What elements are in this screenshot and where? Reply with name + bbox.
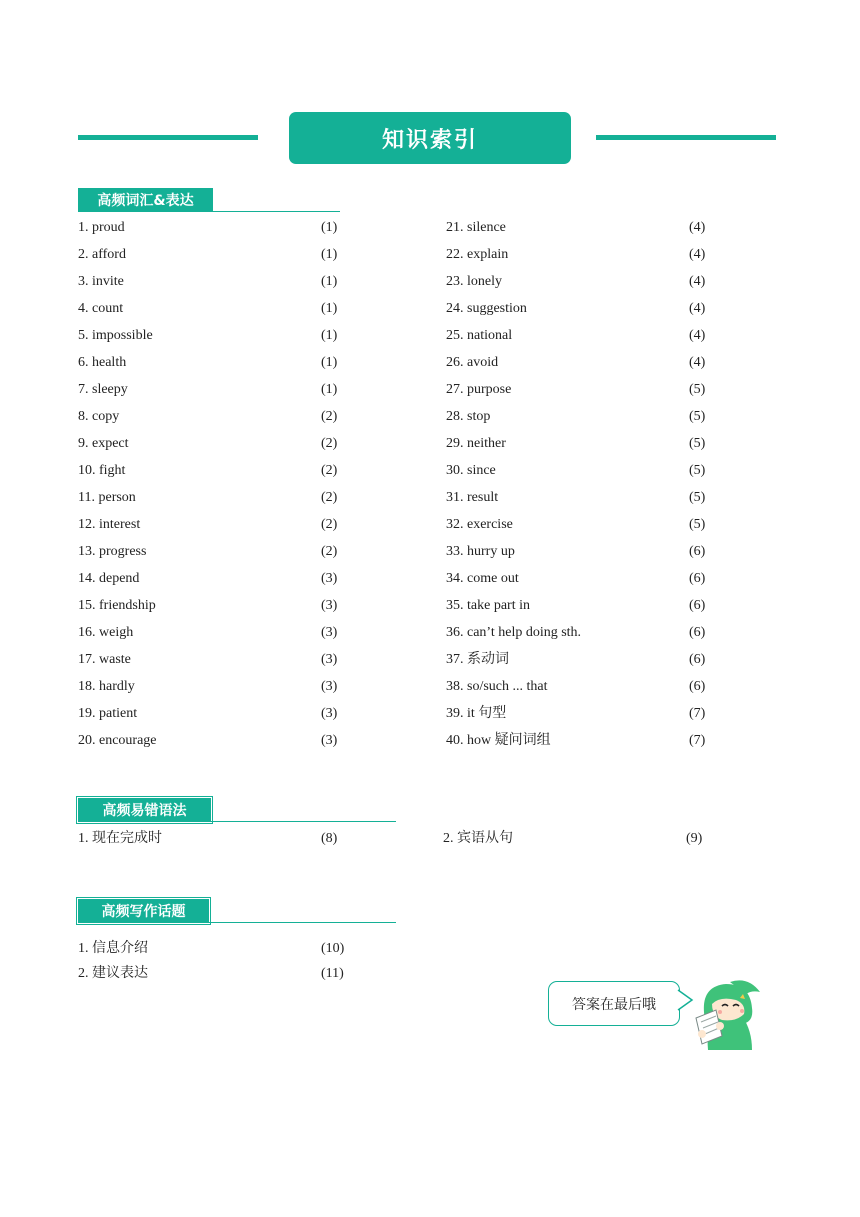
- vocab-heading-label: 高频词汇&表达: [78, 188, 213, 212]
- entry-page-number: (1): [321, 220, 338, 235]
- entry-text: 17. waste: [78, 652, 131, 667]
- entry-page-number: (4): [689, 220, 706, 235]
- index-entry: [446, 650, 719, 670]
- index-entry: [446, 569, 719, 589]
- entry-page-number: (10): [321, 941, 345, 956]
- entry-text: 4. count: [78, 301, 124, 316]
- writing-section-heading: [78, 899, 396, 924]
- index-entry: [446, 245, 719, 265]
- entry-page-number: (4): [689, 247, 706, 262]
- page-title: 知识索引: [289, 112, 571, 164]
- entry-text: 3. invite: [78, 274, 124, 289]
- entry-text: 30. since: [446, 463, 496, 478]
- index-entry: [78, 245, 351, 265]
- index-entry: [78, 731, 351, 751]
- entry-page-number: (2): [321, 409, 338, 424]
- entry-text: 22. explain: [446, 247, 509, 262]
- index-entry: [446, 704, 719, 724]
- entry-page-number: (6): [689, 571, 706, 586]
- entry-text: 14. depend: [78, 571, 140, 586]
- index-entry: [446, 407, 719, 427]
- vocab-section-heading: [78, 188, 340, 213]
- entry-text: 29. neither: [446, 436, 506, 451]
- entry-text: 16. weigh: [78, 625, 134, 640]
- entry-text: 27. purpose: [446, 382, 512, 397]
- index-entry: [78, 461, 351, 481]
- entry-page-number: (3): [321, 571, 338, 586]
- entry-text: 12. interest: [78, 517, 141, 532]
- vocab-heading-rule: [78, 211, 340, 212]
- entry-text: 28. stop: [446, 409, 491, 424]
- title-line-left: [78, 135, 258, 140]
- index-entry: [78, 353, 351, 373]
- entry-page-number: (5): [689, 490, 706, 505]
- entry-page-number: (3): [321, 706, 338, 721]
- index-entry: [446, 353, 719, 373]
- grammar-heading-label: 高频易错语法: [78, 798, 211, 822]
- entry-page-number: (5): [689, 436, 706, 451]
- entry-page-number: (9): [686, 831, 703, 846]
- index-entry: [78, 650, 351, 670]
- entry-page-number: (6): [689, 598, 706, 613]
- index-entry: [78, 939, 351, 959]
- entry-text: 6. health: [78, 355, 127, 370]
- index-entry: [78, 407, 351, 427]
- entry-page-number: (1): [321, 301, 338, 316]
- index-entry: [446, 488, 719, 508]
- entry-text: 26. avoid: [446, 355, 499, 370]
- entry-text: 37. 系动词: [446, 652, 509, 667]
- entry-text: 38. so/such ... that: [446, 679, 548, 694]
- entry-text: 21. silence: [446, 220, 506, 235]
- entry-page-number: (7): [689, 733, 706, 748]
- entry-page-number: (2): [321, 463, 338, 478]
- entry-page-number: (2): [321, 490, 338, 505]
- entry-page-number: (5): [689, 517, 706, 532]
- entry-page-number: (5): [689, 382, 706, 397]
- index-entry: [78, 515, 351, 535]
- index-entry: [446, 326, 719, 346]
- entry-page-number: (8): [321, 831, 338, 846]
- entry-text: 9. expect: [78, 436, 129, 451]
- grammar-section-heading: [78, 798, 396, 823]
- index-entry: [78, 272, 351, 292]
- entry-text: 5. impossible: [78, 328, 153, 343]
- entry-text: 20. encourage: [78, 733, 157, 748]
- index-entry: [446, 272, 719, 292]
- entry-page-number: (3): [321, 598, 338, 613]
- entry-page-number: (3): [321, 733, 338, 748]
- index-entry: [446, 731, 719, 751]
- entry-page-number: (2): [321, 544, 338, 559]
- entry-page-number: (1): [321, 247, 338, 262]
- entry-text: 18. hardly: [78, 679, 135, 694]
- index-entry: [446, 515, 719, 535]
- index-entry: [446, 299, 719, 319]
- entry-text: 1. proud: [78, 220, 125, 235]
- entry-text: 10. fight: [78, 463, 126, 478]
- index-entry: [78, 677, 351, 697]
- index-entry: [78, 596, 351, 616]
- mascot-reading-icon: [690, 978, 766, 1052]
- entry-text: 33. hurry up: [446, 544, 515, 559]
- entry-text: 40. how 疑问词组: [446, 733, 551, 748]
- entry-text: 2. 宾语从句: [443, 831, 513, 846]
- entry-page-number: (3): [321, 679, 338, 694]
- index-entry: [78, 488, 351, 508]
- entry-text: 34. come out: [446, 571, 519, 586]
- entry-text: 35. take part in: [446, 598, 530, 613]
- entry-text: 19. patient: [78, 706, 138, 721]
- entry-text: 32. exercise: [446, 517, 513, 532]
- index-entry: [443, 829, 723, 849]
- entry-text: 1. 现在完成时: [78, 831, 162, 846]
- entry-page-number: (4): [689, 274, 706, 289]
- entry-text: 36. can’t help doing sth.: [446, 625, 582, 640]
- title-line-right: [596, 135, 776, 140]
- index-entry: [78, 829, 358, 849]
- index-entry: [78, 569, 351, 589]
- entry-text: 24. suggestion: [446, 301, 527, 316]
- index-entry: [446, 461, 719, 481]
- entry-page-number: (1): [321, 328, 338, 343]
- entry-page-number: (1): [321, 382, 338, 397]
- entry-text: 13. progress: [78, 544, 147, 559]
- entry-text: 23. lonely: [446, 274, 502, 289]
- entry-text: 31. result: [446, 490, 499, 505]
- writing-heading-rule: [78, 922, 396, 923]
- index-entry: [446, 677, 719, 697]
- index-entry: [446, 218, 719, 238]
- index-entry: [78, 434, 351, 454]
- index-entry: [78, 299, 351, 319]
- index-entry: [78, 542, 351, 562]
- index-entry: [78, 964, 351, 984]
- entry-text: 39. it 句型: [446, 706, 507, 721]
- entry-page-number: (5): [689, 409, 706, 424]
- entry-text: 2. 建议表达: [78, 966, 148, 981]
- entry-text: 2. afford: [78, 247, 126, 262]
- entry-text: 8. copy: [78, 409, 120, 424]
- index-entry: [78, 380, 351, 400]
- entry-text: 7. sleepy: [78, 382, 128, 397]
- entry-text: 15. friendship: [78, 598, 156, 613]
- entry-text: 25. national: [446, 328, 513, 343]
- entry-page-number: (1): [321, 355, 338, 370]
- entry-page-number: (4): [689, 355, 706, 370]
- index-entry: [446, 380, 719, 400]
- entry-page-number: (5): [689, 463, 706, 478]
- index-entry: [78, 704, 351, 724]
- index-entry: [446, 434, 719, 454]
- index-entry: [446, 596, 719, 616]
- entry-page-number: (6): [689, 625, 706, 640]
- entry-page-number: (11): [321, 966, 344, 981]
- index-entry: [78, 218, 351, 238]
- entry-text: 1. 信息介绍: [78, 941, 148, 956]
- answer-hint-bubble: 答案在最后哦: [548, 981, 680, 1026]
- entry-text: 11. person: [78, 490, 136, 505]
- index-entry: [78, 623, 351, 643]
- writing-heading-label: 高频写作话题: [78, 899, 209, 923]
- entry-page-number: (1): [321, 274, 338, 289]
- entry-page-number: (2): [321, 436, 338, 451]
- grammar-heading-rule: [78, 821, 396, 822]
- index-entry: [446, 623, 719, 643]
- index-entry: [446, 542, 719, 562]
- entry-page-number: (4): [689, 301, 706, 316]
- entry-page-number: (6): [689, 652, 706, 667]
- entry-page-number: (2): [321, 517, 338, 532]
- entry-page-number: (6): [689, 679, 706, 694]
- entry-page-number: (3): [321, 625, 338, 640]
- entry-page-number: (6): [689, 544, 706, 559]
- index-entry: [78, 326, 351, 346]
- entry-page-number: (4): [689, 328, 706, 343]
- entry-page-number: (3): [321, 652, 338, 667]
- entry-page-number: (7): [689, 706, 706, 721]
